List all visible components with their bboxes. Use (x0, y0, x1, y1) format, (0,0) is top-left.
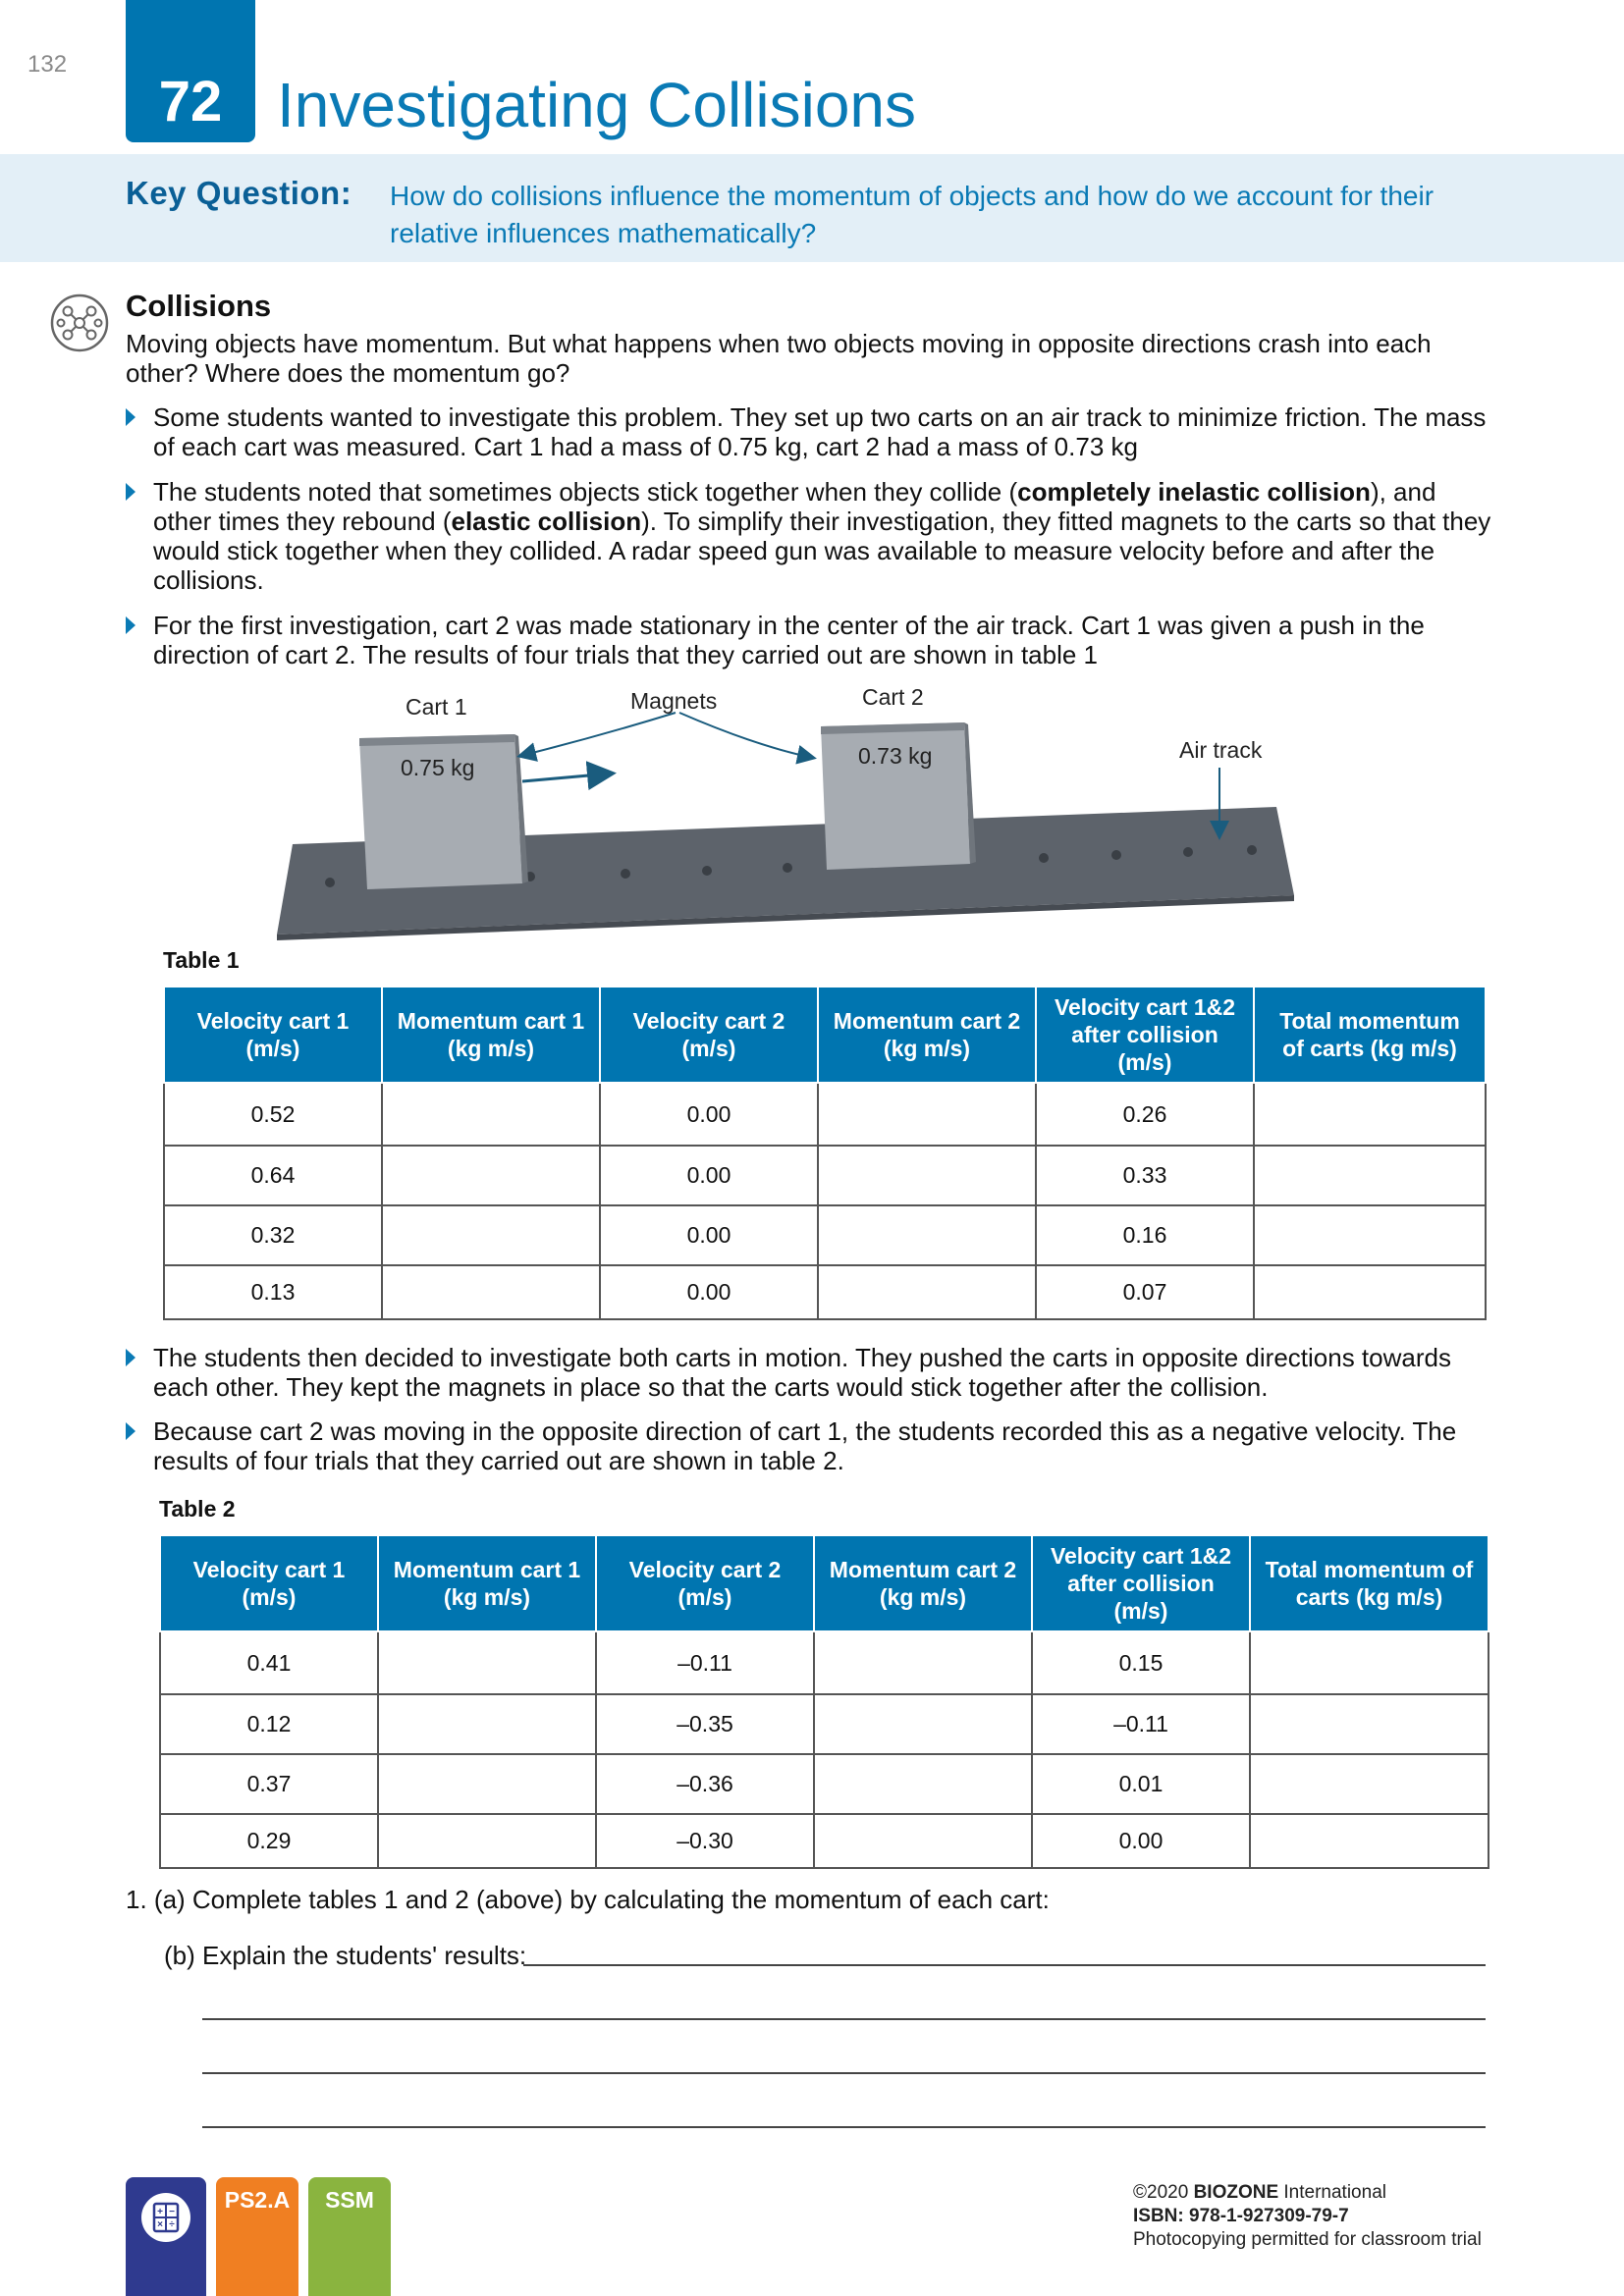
key-question-label: Key Question: (126, 175, 352, 211)
table-2 (159, 1534, 1489, 1869)
table-1-header-momentum-cart-2: Momentum cart 2 (kg m/s) (818, 987, 1036, 1083)
table-1-header-velocity-after: Velocity cart 1&2 after collision (m/s) (1036, 987, 1254, 1083)
svg-text:+: + (157, 2207, 163, 2217)
answer-line[interactable] (202, 2072, 1486, 2074)
table-cell: 0.29 (160, 1814, 378, 1868)
table-1-header-total-momentum: Total momentum of carts (kg m/s) (1254, 987, 1486, 1083)
question-1b: (b) Explain the students' results: (164, 1941, 527, 1970)
table-1-header-velocity-cart-2: Velocity cart 2 (m/s) (600, 987, 818, 1083)
table-cell: –0.36 (596, 1754, 814, 1814)
table-row (164, 1083, 1486, 1146)
answer-line[interactable] (202, 2018, 1486, 2020)
table-cell-empty[interactable] (378, 1631, 596, 1694)
page-number: 132 (27, 51, 68, 78)
table-cell: –0.11 (596, 1631, 814, 1694)
table-1-label: Table 1 (163, 947, 240, 973)
table-1 (163, 986, 1487, 1320)
table-cell-empty[interactable] (814, 1754, 1032, 1814)
table-cell: 0.00 (600, 1083, 818, 1146)
magnets-pointer-left (520, 713, 676, 756)
table-cell-empty[interactable] (378, 1694, 596, 1754)
table-cell: 0.33 (1036, 1146, 1254, 1205)
table-cell-empty[interactable] (1250, 1814, 1489, 1868)
table-cell-empty[interactable] (1250, 1754, 1489, 1814)
key-question-text: How do collisions influence the momentum of objects and how do we account for their relative influences mathematically? (390, 181, 1435, 248)
motion-arrow (522, 774, 611, 781)
table-2-header-velocity-cart-1: Velocity cart 1 (m/s) (160, 1535, 378, 1631)
table-cell-empty[interactable] (818, 1083, 1036, 1146)
table-cell-empty[interactable] (382, 1265, 600, 1319)
table-cell: 0.64 (164, 1146, 382, 1205)
table-2-header-momentum-cart-2: Momentum cart 2 (kg m/s) (814, 1535, 1032, 1631)
table-row (160, 1754, 1489, 1814)
table-cell: 0.00 (600, 1205, 818, 1265)
bullet-triangle-icon (126, 1422, 135, 1440)
table-row (164, 1146, 1486, 1205)
table-row (164, 1205, 1486, 1265)
magnets-pointer-right (679, 713, 813, 758)
svg-text:×: × (157, 2219, 163, 2230)
table-cell: 0.12 (160, 1694, 378, 1754)
table-cell: 0.26 (1036, 1083, 1254, 1146)
cart-1-label: Cart 1 (406, 694, 467, 720)
table-cell-empty[interactable] (378, 1754, 596, 1814)
table-cell-empty[interactable] (814, 1814, 1032, 1868)
calculator-icon (139, 2191, 192, 2244)
bullet-triangle-icon (126, 483, 135, 501)
table-cell-empty[interactable] (818, 1265, 1036, 1319)
table-2-header-momentum-cart-1: Momentum cart 1 (kg m/s) (378, 1535, 596, 1631)
cart-2-mass: 0.73 kg (858, 743, 933, 769)
table-cell: 0.13 (164, 1265, 382, 1319)
table-cell: 0.32 (164, 1205, 382, 1265)
table-1-header-momentum-cart-1: Momentum cart 1 (kg m/s) (382, 987, 600, 1083)
calculator-badge (126, 2177, 206, 2296)
table-cell-empty[interactable] (382, 1205, 600, 1265)
bullet-text: Because cart 2 was moving in the opposite direction of cart 1, the students recorded this as a negative velocity. The results of four trials that they carried out are shown in table 2. (153, 1416, 1457, 1475)
bullet-triangle-icon (126, 616, 135, 634)
table-cell: 0.41 (160, 1631, 378, 1694)
table-cell: 0.00 (1032, 1814, 1250, 1868)
svg-text:−: − (169, 2207, 175, 2217)
magnets-label: Magnets (630, 688, 718, 714)
table-cell-empty[interactable] (818, 1205, 1036, 1265)
table-cell: 0.16 (1036, 1205, 1254, 1265)
table-cell-empty[interactable] (1254, 1205, 1486, 1265)
table-1-header-velocity-cart-1: Velocity cart 1 (m/s) (164, 987, 382, 1083)
bullet-triangle-icon (126, 408, 135, 426)
cart-2-label: Cart 2 (862, 684, 924, 710)
answer-line[interactable] (202, 2126, 1486, 2128)
standard-badge-ssm: SSM (308, 2177, 391, 2296)
svg-text:÷: ÷ (169, 2219, 175, 2230)
table-row (160, 1814, 1489, 1868)
table-2-header-velocity-after: Velocity cart 1&2 after collision (m/s) (1032, 1535, 1250, 1631)
table-cell-empty[interactable] (1254, 1265, 1486, 1319)
table-cell-empty[interactable] (818, 1146, 1036, 1205)
question-1a: 1. (a) Complete tables 1 and 2 (above) by calculating the momentum of each cart: (126, 1885, 1050, 1914)
page-title: Investigating Collisions (277, 70, 916, 140)
cart-1-mass: 0.75 kg (401, 755, 475, 780)
table-cell-empty[interactable] (1254, 1083, 1486, 1146)
air-track-diagram (265, 677, 1306, 942)
bullet-text: Some students wanted to investigate this problem. They set up two carts on an air track to minimize friction. The mass of each cart was measured. Cart 1 had a mass of 0.75 kg, cart 2 had a mass of 0.73 kg (153, 402, 1487, 461)
table-cell: 0.00 (600, 1265, 818, 1319)
table-row (164, 1265, 1486, 1319)
table-cell-empty[interactable] (1254, 1146, 1486, 1205)
table-cell: 0.37 (160, 1754, 378, 1814)
table-cell: 0.01 (1032, 1754, 1250, 1814)
table-2-label: Table 2 (159, 1496, 236, 1522)
table-cell-empty[interactable] (378, 1814, 596, 1868)
section-heading: Collisions (126, 289, 272, 323)
table-cell: 0.07 (1036, 1265, 1254, 1319)
table-cell: 0.52 (164, 1083, 382, 1146)
network-nodes-icon (49, 293, 110, 358)
bullet-text: For the first investigation, cart 2 was made stationary in the center of the air track. Cart 1 was given a push in the direction of cart 2. The results of four trials that they carried out are shown in table 1 (153, 611, 1425, 669)
chapter-number: 72 (158, 70, 223, 133)
table-cell-empty[interactable] (814, 1694, 1032, 1754)
standard-badge-ps2a: PS2.A (216, 2177, 298, 2296)
table-cell-empty[interactable] (1250, 1694, 1489, 1754)
air-track-label: Air track (1179, 737, 1263, 763)
table-cell-empty[interactable] (814, 1631, 1032, 1694)
footer-copyright: ©2020 BIOZONE International ISBN: 978-1-927309-79-7 Photocopying permitted for classroom trial (1133, 2182, 1482, 2250)
table-cell: –0.30 (596, 1814, 814, 1868)
table-row (160, 1631, 1489, 1694)
table-cell: 0.00 (600, 1146, 818, 1205)
table-cell: 0.15 (1032, 1631, 1250, 1694)
answer-line[interactable] (523, 1964, 1486, 1966)
table-cell: –0.35 (596, 1694, 814, 1754)
table-cell-empty[interactable] (382, 1083, 600, 1146)
bullet-text: The students then decided to investigate both carts in motion. They pushed the carts in opposite directions towards each other. They kept the magnets in place so that the carts would stick together after the collision. (153, 1343, 1451, 1402)
intro-paragraph: Moving objects have momentum. But what happens when two objects moving in opposite directions crash into each other? Where does the momentum go? (126, 329, 1432, 388)
bullet-text: The students noted that sometimes objects stick together when they collide (completely inelastic collision), and other times they rebound (elastic collision). To simplify their investigation, they fitted magnets to the carts so that they would stick together when they collided. A radar speed gun was available to measure velocity before and after the collisions. (153, 477, 1491, 595)
bullet-triangle-icon (126, 1349, 135, 1366)
table-cell: –0.11 (1032, 1694, 1250, 1754)
table-cell-empty[interactable] (382, 1146, 600, 1205)
table-cell-empty[interactable] (1250, 1631, 1489, 1694)
table-row (160, 1694, 1489, 1754)
table-2-header-velocity-cart-2: Velocity cart 2 (m/s) (596, 1535, 814, 1631)
table-2-header-total-momentum: Total momentum of carts (kg m/s) (1250, 1535, 1489, 1631)
